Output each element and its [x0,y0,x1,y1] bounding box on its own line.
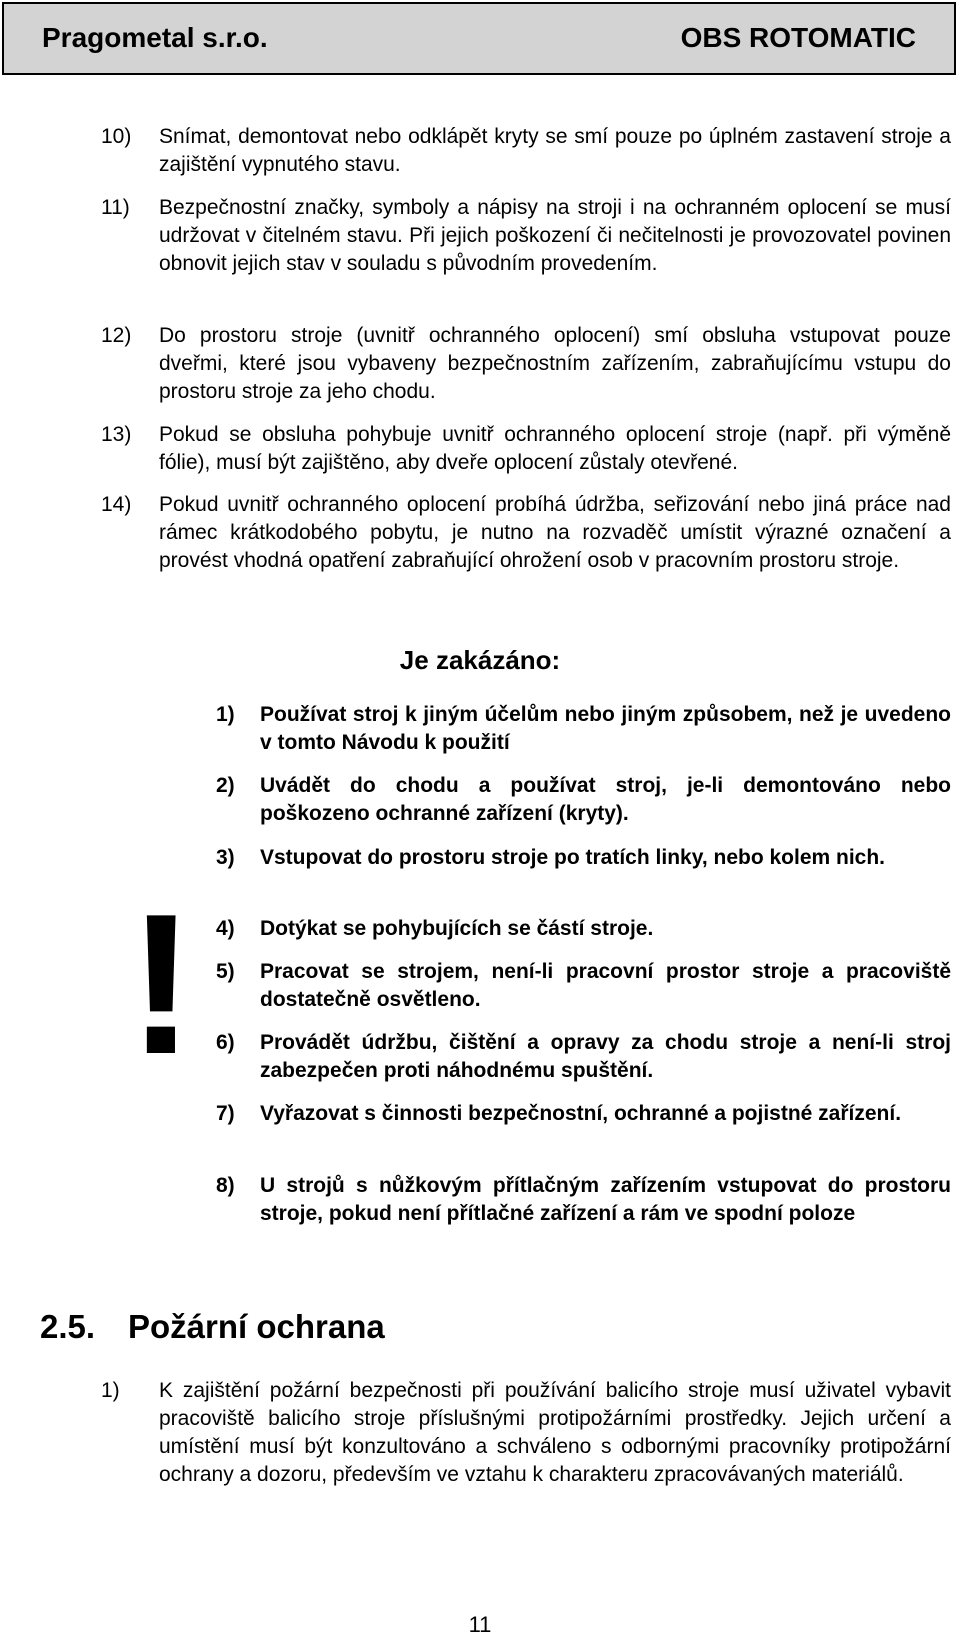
product-name: OBS ROTOMATIC [680,22,916,53]
page-number: 11 [468,1612,492,1637]
prohibited-item-7 [216,1100,951,1128]
prohibited-number: 1) [216,703,235,726]
section-heading [40,1308,385,1346]
rule-item-11 [101,194,951,278]
rule-number: 14) [101,493,132,516]
rule-text: Pokud se obsluha pohybuje uvnitř ochranného oplocení stroje (např. při výměně fólie), musí být zajištěno, aby dveře oplocení zůstaly otevřené. [159,423,951,474]
prohibited-number: 4) [216,917,235,940]
prohibited-text: Používat stroj k jiným účelům nebo jiným způsobem, než je uvedeno v tomto Návodu k použití [260,703,951,754]
warning-exclamation-icon: ! [128,873,195,1096]
rule-number: 10) [101,125,132,148]
prohibited-text: Provádět údržbu, čištění a opravy za chodu stroje a není-li stroj zabezpečen proti náhodnému spuštění. [260,1031,951,1082]
rule-item-12 [101,322,951,406]
rule-text: Pokud uvnitř ochranného oplocení probíhá údržba, seřizování nebo jiná práce nad rámec krátkodobého pobytu, je nutno na rozvaděč umístit výrazné označení a provést vhodná opatření zabraňující ohrožení osob v pracovním prostoru stroje. [159,493,951,572]
rule-text: Do prostoru stroje (uvnitř ochranného oplocení) smí obsluha vstupovat pouze dveřmi, které jsou vybaveny bezpečnostním zařízením, zabraňujícímu vstupu do prostoru stroje za jeho chodu. [159,324,951,403]
prohibited-item-4 [216,915,951,943]
fire-item-number: 1) [101,1379,120,1402]
prohibited-item-5 [216,958,951,1014]
prohibited-text: Dotýkat se pohybujících se částí stroje. [260,917,654,940]
rule-text: Snímat, demontovat nebo odklápět kryty se smí pouze po úplném zastavení stroje a zajištění vypnutého stavu. [159,125,951,176]
prohibited-item-6 [216,1029,951,1085]
prohibited-item-2 [216,772,951,828]
prohibited-text: Pracovat se strojem, není-li pracovní prostor stroje a pracoviště dostatečně osvětleno. [260,960,951,1011]
section-number: 2.5. [40,1308,96,1345]
prohibited-number: 7) [216,1102,235,1125]
prohibited-text: U strojů s nůžkovým přítlačným zařízením vstupovat do prostoru stroje, pokud není přítlačné zařízení a rám ve spodní poloze [260,1174,951,1225]
prohibited-item-8 [216,1172,951,1228]
company-name: Pragometal s.r.o. [42,22,268,53]
rule-item-13 [101,421,951,477]
prohibited-number: 2) [216,774,235,797]
fire-item-text: K zajištění požární bezpečnosti při používání balicího stroje musí uživatel vybavit pracoviště balicího stroje příslušnými protipožárními prostředky. Jejich určení a umístění musí být konzultováno a schváleno s odbornými pracovníky protipožární ochrany a dozoru, především ve vztahu k charakteru zpracovávaných materiálů. [159,1379,951,1486]
prohibited-heading: Je zakázáno: [399,645,561,675]
prohibited-text: Vyřazovat s činnosti bezpečnostní, ochranné a pojistné zařízení. [260,1102,902,1125]
section-title: Požární ochrana [128,1308,385,1345]
prohibited-number: 8) [216,1174,235,1197]
rule-text: Bezpečnostní značky, symboly a nápisy na stroji i na ochranném oplocení se musí udržovat v čitelném stavu. Při jejich poškození či nečitelnosti je provozovatel povinen obnovit jejich stav v souladu s původním provedením. [159,196,951,275]
prohibited-item-1 [216,701,951,757]
rule-number: 13) [101,423,132,446]
prohibited-number: 5) [216,960,235,983]
prohibited-number: 3) [216,846,235,869]
page-header [2,2,956,75]
rule-item-14 [101,491,951,575]
prohibited-text: Uvádět do chodu a používat stroj, je-li demontováno nebo poškozeno ochranné zařízení (kryty). [260,774,951,825]
fire-item-1 [101,1377,951,1489]
rule-number: 12) [101,324,132,347]
prohibited-text: Vstupovat do prostoru stroje po tratích linky, nebo kolem nich. [260,846,886,869]
rule-number: 11) [101,196,130,219]
prohibited-item-3 [216,844,951,872]
prohibited-number: 6) [216,1031,235,1054]
rule-item-10 [101,123,951,179]
